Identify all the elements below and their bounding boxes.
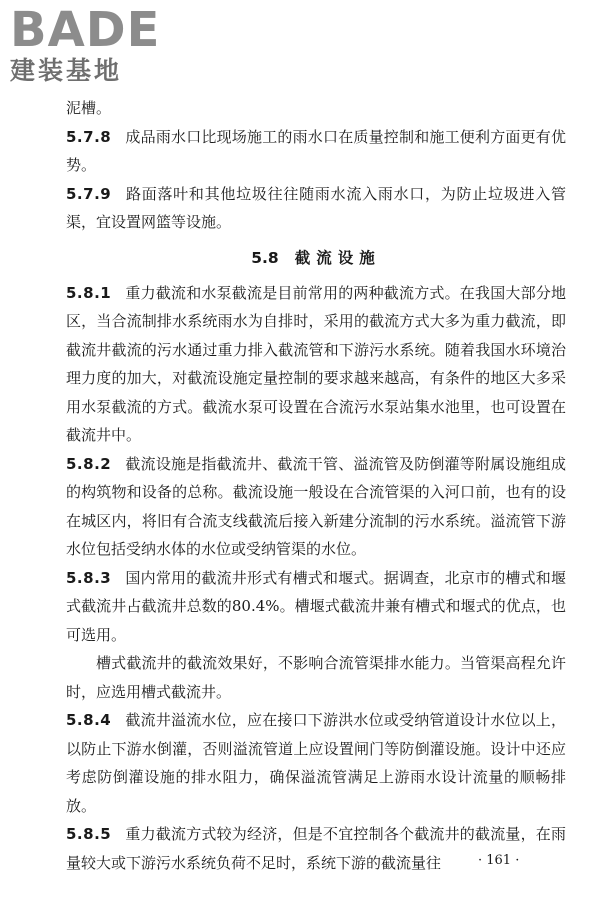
section-title-text: 截流设施 [294, 248, 381, 267]
logo [10, 2, 200, 86]
clause-text: 重力截流和水泵截流是目前常用的两种截流方式。在我国大部分地区，当合流制排水系统雨水为自排时，采用的截流方式大多为重力截流，即截流井截流的污水通过重力排入截流管和下游污水系统。随着我国水环境治理力度的加大，对截流设施定量控制的要求越来越高，有条件的地区大多采用水泵截流的方式。截流水泵可设置在合流污水泵站集水池里，也可设置在截流井中。 [66, 283, 566, 444]
logo-sub-text: 建装基地 [10, 56, 123, 85]
clause-text: 路面落叶和其他垃圾往往随雨水流入雨水口，为防止垃圾进入管渠，宜设置网篮等设施。 [66, 184, 566, 231]
clause-number: 5.8.5 [66, 825, 112, 843]
clause-5-7-9 [66, 180, 566, 237]
clause-text: 截流井溢流水位，应在接口下游洪水位或受纳管道设计水位以上，以防止下游水倒灌，否则溢流管道上应设置闸门等防倒灌设施。设计中还应考虑防倒灌设施的排水阻力，确保溢流管满足上游雨水设计流量的顺畅排放。 [66, 711, 566, 815]
lead-text: 泥槽。 [66, 99, 112, 117]
clause-number: 5.8.1 [66, 283, 112, 302]
section-title [66, 243, 566, 273]
clause-5-8-4 [66, 706, 566, 820]
page-content [66, 94, 566, 877]
clause-5-8-1 [66, 279, 566, 450]
clause-5-8-2 [66, 450, 566, 564]
clause-number: 5.8.4 [66, 711, 112, 729]
logo-main-text: BADE [10, 2, 161, 58]
clause-text: 国内常用的截流井形式有槽式和堰式。据调查，北京市的槽式和堰式截流井占截流井总数的80.4%。槽堰式截流井兼有槽式和堰式的优点，也可选用。 [66, 568, 566, 644]
clause-number: 5.8.3 [66, 568, 112, 587]
clause-text: 重力截流方式较为经济，但是不宜控制各个截流井的截流量，在雨量较大或下游污水系统负荷不足时，系统下游的截流量往 [66, 825, 566, 872]
page-number: · 161 · [478, 853, 520, 868]
clause-number: 5.8.2 [66, 454, 112, 473]
section-number: 5.8 [251, 248, 279, 267]
clause-number: 5.7.8 [66, 127, 112, 146]
clause-text: 成品雨水口比现场施工的雨水口在质量控制和施工便利方面更有优势。 [66, 127, 566, 174]
clause-5-8-3 [66, 564, 566, 650]
clause-text: 截流设施是指截流井、截流干管、溢流管及防倒灌等附属设施组成的构筑物和设备的总称。截流设施一般设在合流管渠的入河口前，也有的设在城区内，将旧有合流支线截流后接入新建分流制的污水系统。溢流管下游水位包括受纳水体的水位或受纳管渠的水位。 [66, 454, 566, 558]
clause-number: 5.7.9 [66, 184, 112, 203]
clause-5-7-8 [66, 123, 566, 180]
indent-paragraph: 槽式截流井的截流效果好，不影响合流管渠排水能力。当管渠高程允许时，应选用槽式截流井。 [66, 654, 566, 701]
